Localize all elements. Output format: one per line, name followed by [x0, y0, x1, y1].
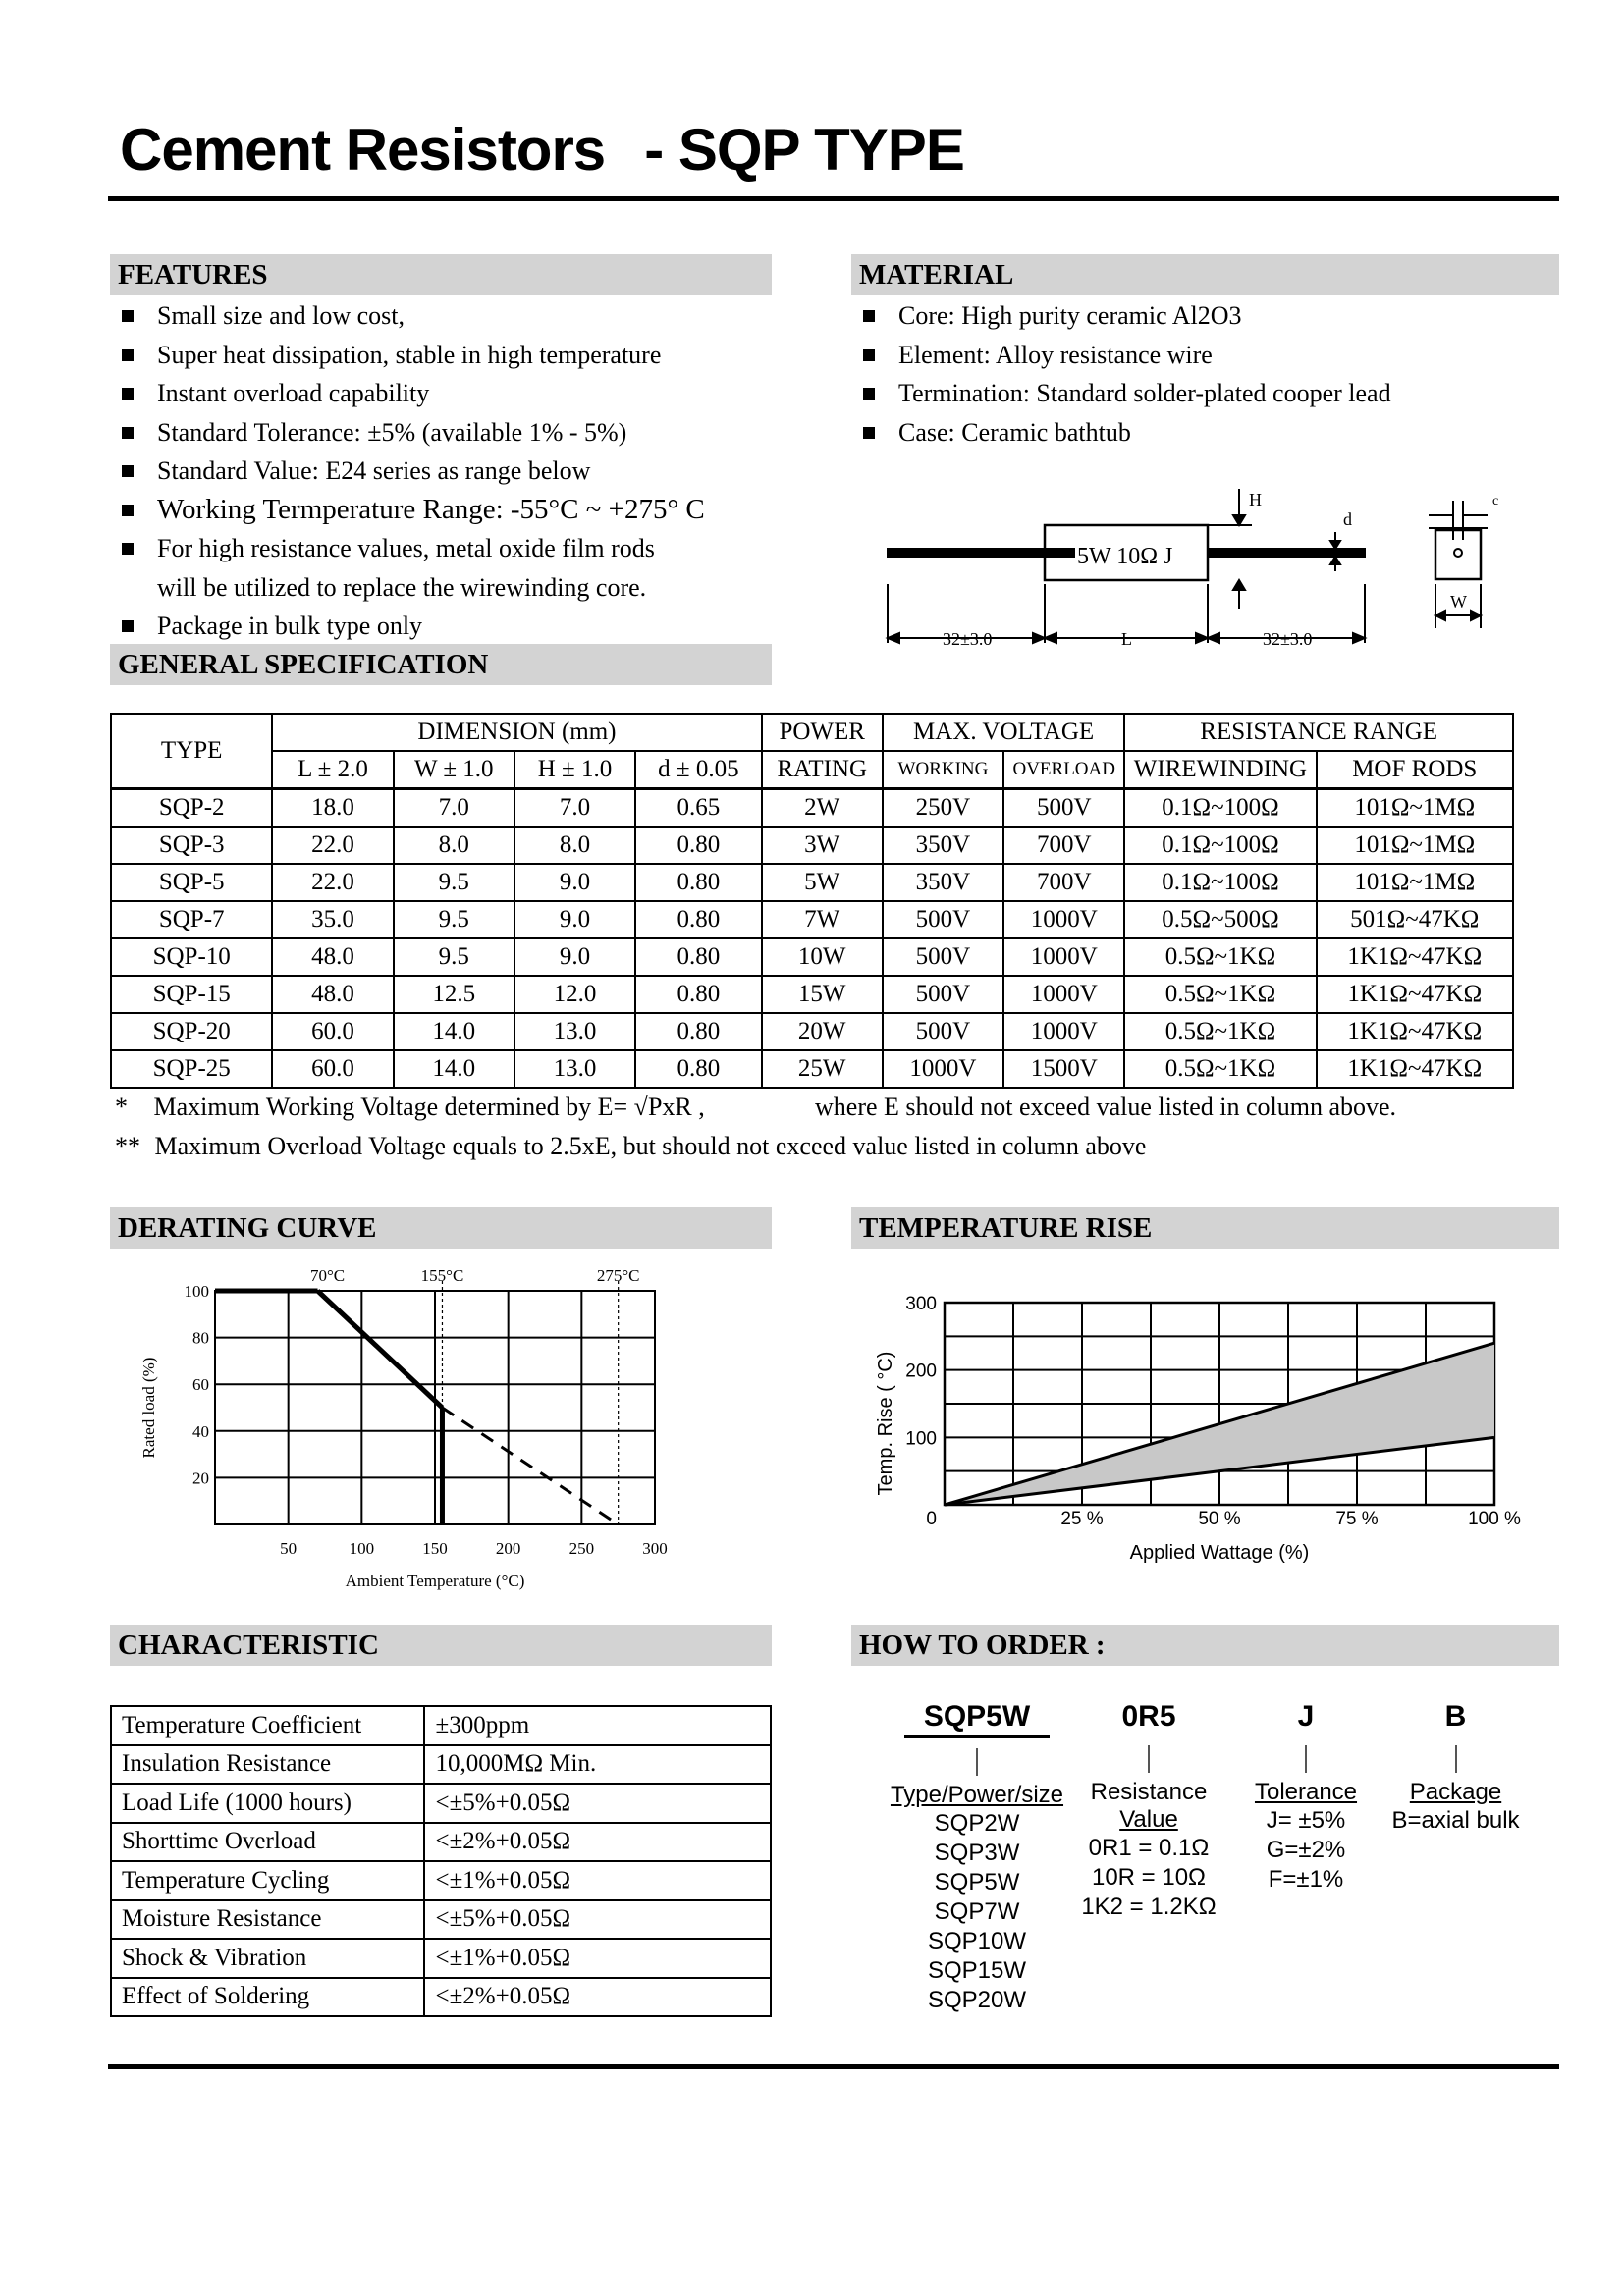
th-overload: OVERLOAD	[1003, 751, 1124, 789]
feature-item: Standard Tolerance: ±5% (available 1% - 5%)	[110, 413, 705, 453]
temperature-label: 275°C	[596, 1266, 640, 1285]
spec-cell: 0.80	[635, 976, 761, 1013]
spec-cell: 13.0	[514, 1013, 635, 1050]
spec-cell: 9.0	[514, 901, 635, 938]
spec-cell: SQP-25	[111, 1050, 272, 1088]
spec-cell: 0.80	[635, 938, 761, 976]
order-col-package	[1380, 1700, 1532, 1836]
spec-cell: 0.5Ω~1KΩ	[1124, 938, 1316, 976]
derating-heading: DERATING CURVE	[110, 1207, 772, 1249]
lead-right	[1208, 549, 1365, 557]
spec-cell: 48.0	[272, 976, 393, 1013]
bullet-icon	[122, 388, 134, 400]
spec-cell: 0.5Ω~1KΩ	[1124, 1013, 1316, 1050]
y-tick-label: 40	[192, 1421, 209, 1441]
feature-item: For high resistance values, metal oxide film rods	[110, 529, 705, 568]
page-title	[120, 116, 964, 184]
spec-cell: 500V	[883, 976, 1003, 1013]
feature-item: Standard Value: E24 series as range below	[110, 452, 705, 491]
characteristic-row	[111, 1784, 771, 1823]
label-c: c	[1492, 494, 1499, 508]
spec-cell: 1K1Ω~47KΩ	[1317, 1013, 1513, 1050]
spec-cell: 7.0	[514, 789, 635, 828]
th-type: TYPE	[111, 714, 272, 789]
characteristic-name: Shock & Vibration	[111, 1939, 424, 1978]
material-list	[851, 296, 1391, 452]
order-code-package: B	[1444, 1700, 1467, 1733]
y-tick-label: 80	[192, 1328, 209, 1348]
order-option: SQP5W	[934, 1869, 1020, 1896]
spec-cell: 14.0	[394, 1050, 514, 1088]
spec-cell: 22.0	[272, 827, 393, 864]
derating-curve-extension	[442, 1408, 618, 1524]
order-tick	[1148, 1745, 1150, 1773]
derating-curve-slope	[318, 1291, 443, 1408]
spec-cell: 0.5Ω~500Ω	[1124, 901, 1316, 938]
resistor-dimension-drawing	[864, 481, 1551, 658]
characteristic-row	[111, 1861, 771, 1900]
spec-row	[111, 1050, 1513, 1088]
feature-item: Small size and low cost,	[110, 296, 705, 336]
spec-cell: 7.0	[394, 789, 514, 828]
x-tick-label: 300	[642, 1539, 668, 1558]
lead-left	[888, 549, 1074, 557]
spec-cell: 1000V	[883, 1050, 1003, 1088]
bullet-icon	[863, 310, 875, 322]
spec-cell: 700V	[1003, 827, 1124, 864]
spec-cell: 500V	[883, 1013, 1003, 1050]
spec-cell: 0.80	[635, 901, 761, 938]
characteristic-value: 10,000MΩ Min.	[424, 1745, 771, 1785]
characteristic-name: Insulation Resistance	[111, 1745, 424, 1785]
spec-cell: 500V	[883, 901, 1003, 938]
spec-row	[111, 901, 1513, 938]
temprise-chart	[851, 1256, 1559, 1590]
spec-row	[111, 789, 1513, 828]
spec-cell: 14.0	[394, 1013, 514, 1050]
label-lead-left: 32±3.0	[943, 629, 993, 649]
label-L: L	[1121, 629, 1132, 649]
bullet-icon	[122, 505, 134, 516]
order-label-package: Package	[1409, 1779, 1502, 1805]
order-code-type: SQP5W	[904, 1700, 1050, 1738]
spec-cell: 350V	[883, 827, 1003, 864]
label-H: H	[1249, 490, 1262, 509]
x-tick-label: 100	[349, 1539, 375, 1558]
th-w: W ± 1.0	[394, 751, 514, 789]
characteristic-table	[110, 1705, 772, 2017]
spec-cell: 1K1Ω~47KΩ	[1317, 1050, 1513, 1088]
body-marking: 5W 10Ω J	[1077, 544, 1173, 569]
x-tick-label: 25 %	[1060, 1509, 1104, 1529]
label-lead-right: 32±3.0	[1263, 629, 1313, 649]
feature-item: Package in bulk type only	[110, 607, 705, 646]
features-list	[110, 296, 705, 646]
spec-cell: 12.5	[394, 976, 514, 1013]
x-tick-label: 50 %	[1198, 1509, 1241, 1529]
order-label-resistance: Resistance	[1090, 1779, 1208, 1805]
th-mof: MOF RODS	[1317, 751, 1513, 789]
characteristic-row	[111, 1706, 771, 1745]
spec-cell: 3W	[762, 827, 883, 864]
characteristic-row	[111, 1823, 771, 1862]
order-option: SQP20W	[927, 1987, 1027, 2013]
th-power: POWER	[762, 714, 883, 751]
spec-cell: 1000V	[1003, 938, 1124, 976]
order-option: J= ±5%	[1266, 1807, 1346, 1834]
th-resistance-range: RESISTANCE RANGE	[1124, 714, 1513, 751]
spec-table	[110, 713, 1514, 1089]
order-option: 1K2 = 1.2KΩ	[1081, 1894, 1217, 1920]
y-tick-label: 300	[905, 1294, 937, 1314]
order-option: SQP10W	[927, 1928, 1027, 1954]
bullet-icon	[122, 349, 134, 361]
order-option: 0R1 = 0.1Ω	[1088, 1835, 1210, 1861]
x-tick-label: 100 %	[1468, 1509, 1521, 1529]
bullet-icon	[122, 543, 134, 555]
spec-cell: 501Ω~47KΩ	[1317, 901, 1513, 938]
spec-cell: 8.0	[514, 827, 635, 864]
order-tick	[1455, 1745, 1457, 1773]
spec-cell: 0.5Ω~1KΩ	[1124, 976, 1316, 1013]
spec-cell: 10W	[762, 938, 883, 976]
order-option: SQP3W	[934, 1840, 1020, 1866]
order-option: G=±2%	[1266, 1837, 1346, 1863]
spec-cell: SQP-20	[111, 1013, 272, 1050]
spec-cell: 9.5	[394, 938, 514, 976]
spec-header-row	[111, 714, 1513, 751]
spec-cell: 9.5	[394, 901, 514, 938]
note-1-text: Maximum Working Voltage determined by E= √PxR ,	[153, 1093, 705, 1121]
spec-cell: 500V	[883, 938, 1003, 976]
spec-cell: 0.65	[635, 789, 761, 828]
characteristic-row	[111, 1900, 771, 1940]
spec-cell: 1K1Ω~47KΩ	[1317, 938, 1513, 976]
material-heading: MATERIAL	[851, 254, 1559, 295]
th-l: L ± 2.0	[272, 751, 393, 789]
characteristic-name: Effect of Soldering	[111, 1978, 424, 2017]
spec-cell: 2W	[762, 789, 883, 828]
spec-cell: SQP-3	[111, 827, 272, 864]
spec-cell: 12.0	[514, 976, 635, 1013]
x-axis-label: Ambient Temperature (°C)	[345, 1572, 525, 1590]
characteristic-value: <±5%+0.05Ω	[424, 1784, 771, 1823]
spec-cell: 20W	[762, 1013, 883, 1050]
spec-cell: 35.0	[272, 901, 393, 938]
bullet-icon	[863, 427, 875, 439]
th-max-voltage: MAX. VOLTAGE	[883, 714, 1125, 751]
spec-cell: 5W	[762, 864, 883, 901]
x-tick-label: 250	[568, 1539, 595, 1558]
spec-subheader-row	[111, 751, 1513, 789]
label-d: d	[1343, 509, 1352, 529]
how-to-order-heading: HOW TO ORDER :	[851, 1625, 1559, 1666]
y-tick-label: 0	[926, 1509, 937, 1529]
y-tick-label: 60	[192, 1375, 209, 1395]
temperature-label: 155°C	[420, 1266, 464, 1285]
spec-cell: 101Ω~1MΩ	[1317, 864, 1513, 901]
note-2-mark: **	[115, 1132, 140, 1160]
x-tick-label: 50	[280, 1539, 298, 1558]
order-code-tolerance: J	[1297, 1700, 1315, 1733]
temperature-label: 70°C	[309, 1266, 346, 1285]
th-h: H ± 1.0	[514, 751, 635, 789]
spec-cell: 1000V	[1003, 901, 1124, 938]
order-label-type: Type/Power/size	[890, 1782, 1064, 1808]
feature-item: Super heat dissipation, stable in high temperature	[110, 336, 705, 375]
characteristic-name: Moisture Resistance	[111, 1900, 424, 1940]
characteristic-heading: CHARACTERISTIC	[110, 1625, 772, 1666]
characteristic-row	[111, 1745, 771, 1785]
order-option: SQP7W	[934, 1898, 1020, 1925]
order-option: SQP2W	[934, 1810, 1020, 1837]
title-rule	[108, 196, 1559, 201]
bullet-icon	[122, 310, 134, 322]
spec-cell: 101Ω~1MΩ	[1317, 827, 1513, 864]
spec-cell: 60.0	[272, 1013, 393, 1050]
material-item: Case: Ceramic bathtub	[851, 413, 1391, 453]
y-tick-label: 100	[184, 1282, 209, 1301]
order-option: B=axial bulk	[1391, 1807, 1520, 1834]
bullet-icon	[863, 388, 875, 400]
spec-cell: 0.1Ω~100Ω	[1124, 789, 1316, 828]
order-option: 10R = 10Ω	[1091, 1864, 1206, 1891]
y-tick-label: 100	[905, 1428, 937, 1450]
spec-cell: 48.0	[272, 938, 393, 976]
characteristic-value: ±300ppm	[424, 1706, 771, 1745]
spec-cell: 0.1Ω~100Ω	[1124, 827, 1316, 864]
y-axis-label: Temp. Rise ( °C)	[875, 1351, 896, 1496]
label-W: W	[1450, 592, 1467, 612]
spec-cell: 15W	[762, 976, 883, 1013]
order-option: SQP15W	[927, 1957, 1027, 1984]
material-item: Element: Alloy resistance wire	[851, 336, 1391, 375]
derating-chart	[110, 1256, 699, 1610]
feature-item: Instant overload capability	[110, 374, 705, 413]
spec-cell: SQP-15	[111, 976, 272, 1013]
order-option: F=±1%	[1268, 1866, 1344, 1893]
spec-cell: 1000V	[1003, 976, 1124, 1013]
temprise-heading: TEMPERATURE RISE	[851, 1207, 1559, 1249]
spec-cell: 25W	[762, 1050, 883, 1088]
title-sub: - SQP TYPE	[644, 117, 964, 183]
order-label-tolerance: Tolerance	[1254, 1779, 1358, 1805]
spec-cell: 9.0	[514, 864, 635, 901]
th-dimension: DIMENSION (mm)	[272, 714, 761, 751]
spec-cell: 0.5Ω~1KΩ	[1124, 1050, 1316, 1088]
feature-item-continued: will be utilized to replace the wirewinding core.	[157, 572, 647, 602]
spec-cell: 0.80	[635, 864, 761, 901]
characteristic-name: Temperature Coefficient	[111, 1706, 424, 1745]
order-code-resistance: 0R5	[1121, 1700, 1176, 1733]
spec-row	[111, 1013, 1513, 1050]
characteristic-row	[111, 1939, 771, 1978]
spec-cell: SQP-5	[111, 864, 272, 901]
x-tick-label: 75 %	[1335, 1509, 1379, 1529]
th-d: d ± 0.05	[635, 751, 761, 789]
spec-cell: 250V	[883, 789, 1003, 828]
order-tick	[976, 1748, 978, 1776]
material-item: Termination: Standard solder-plated cooper lead	[851, 374, 1391, 413]
note-1	[115, 1093, 705, 1122]
spec-row	[111, 976, 1513, 1013]
th-wirewinding: WIREWINDING	[1124, 751, 1316, 789]
spec-cell: 0.80	[635, 1050, 761, 1088]
material-item: Core: High purity ceramic Al2O3	[851, 296, 1391, 336]
spec-cell: 350V	[883, 864, 1003, 901]
spec-cell: 101Ω~1MΩ	[1317, 789, 1513, 828]
characteristic-value: <±1%+0.05Ω	[424, 1939, 771, 1978]
characteristic-name: Load Life (1000 hours)	[111, 1784, 424, 1823]
y-axis-label: Rated load (%)	[139, 1357, 158, 1459]
spec-cell: 60.0	[272, 1050, 393, 1088]
spec-cell: 18.0	[272, 789, 393, 828]
spec-cell: SQP-10	[111, 938, 272, 976]
x-tick-label: 150	[422, 1539, 448, 1558]
characteristic-name: Shorttime Overload	[111, 1823, 424, 1862]
spec-cell: 7W	[762, 901, 883, 938]
characteristic-value: <±5%+0.05Ω	[424, 1900, 771, 1940]
th-rating: RATING	[762, 751, 883, 789]
x-tick-label: 200	[495, 1539, 521, 1558]
spec-row	[111, 938, 1513, 976]
characteristic-value: <±2%+0.05Ω	[424, 1823, 771, 1862]
order-label-resistance-2: Value	[1119, 1806, 1178, 1833]
characteristic-value: <±1%+0.05Ω	[424, 1861, 771, 1900]
spec-cell: 700V	[1003, 864, 1124, 901]
bullet-icon	[122, 427, 134, 439]
note-1-tail: where E should not exceed value listed in column above.	[815, 1093, 1397, 1121]
spec-body	[111, 789, 1513, 1089]
note-2	[115, 1132, 1146, 1161]
spec-cell: 0.1Ω~100Ω	[1124, 864, 1316, 901]
spec-cell: 1000V	[1003, 1013, 1124, 1050]
spec-cell: 0.80	[635, 1013, 761, 1050]
spec-cell: 22.0	[272, 864, 393, 901]
x-axis-label: Applied Wattage (%)	[1129, 1542, 1310, 1564]
y-tick-label: 20	[192, 1468, 209, 1488]
spec-cell: SQP-2	[111, 789, 272, 828]
spec-cell: 13.0	[514, 1050, 635, 1088]
title-main: Cement Resistors	[120, 117, 606, 183]
order-col-resistance	[1080, 1700, 1218, 1922]
general-spec-heading: GENERAL SPECIFICATION	[110, 644, 772, 685]
spec-cell: SQP-7	[111, 901, 272, 938]
spec-cell: 500V	[1003, 789, 1124, 828]
characteristic-row	[111, 1978, 771, 2017]
characteristic-name: Temperature Cycling	[111, 1861, 424, 1900]
spec-cell: 8.0	[394, 827, 514, 864]
spec-cell: 0.80	[635, 827, 761, 864]
features-heading: FEATURES	[110, 254, 772, 295]
order-col-type	[874, 1700, 1080, 2015]
end-view	[1435, 530, 1481, 579]
th-working: WORKING	[883, 751, 1003, 789]
spec-cell: 9.0	[514, 938, 635, 976]
bottom-rule	[108, 2064, 1559, 2069]
note-1-mark: *	[115, 1093, 128, 1121]
spec-row	[111, 827, 1513, 864]
order-col-tolerance	[1242, 1700, 1370, 1895]
spec-row	[111, 864, 1513, 901]
spec-cell: 1500V	[1003, 1050, 1124, 1088]
bullet-icon	[863, 349, 875, 361]
bullet-icon	[122, 620, 134, 632]
spec-cell: 1K1Ω~47KΩ	[1317, 976, 1513, 1013]
characteristic-value: <±2%+0.05Ω	[424, 1978, 771, 2017]
order-tick	[1305, 1745, 1307, 1773]
note-2-text: Maximum Overload Voltage equals to 2.5xE, but should not exceed value listed in column above	[154, 1132, 1147, 1160]
spec-cell: 9.5	[394, 864, 514, 901]
feature-item: Working Termperature Range: -55°C ~ +275° C	[110, 491, 705, 530]
bullet-icon	[122, 465, 134, 477]
y-tick-label: 200	[905, 1361, 937, 1382]
